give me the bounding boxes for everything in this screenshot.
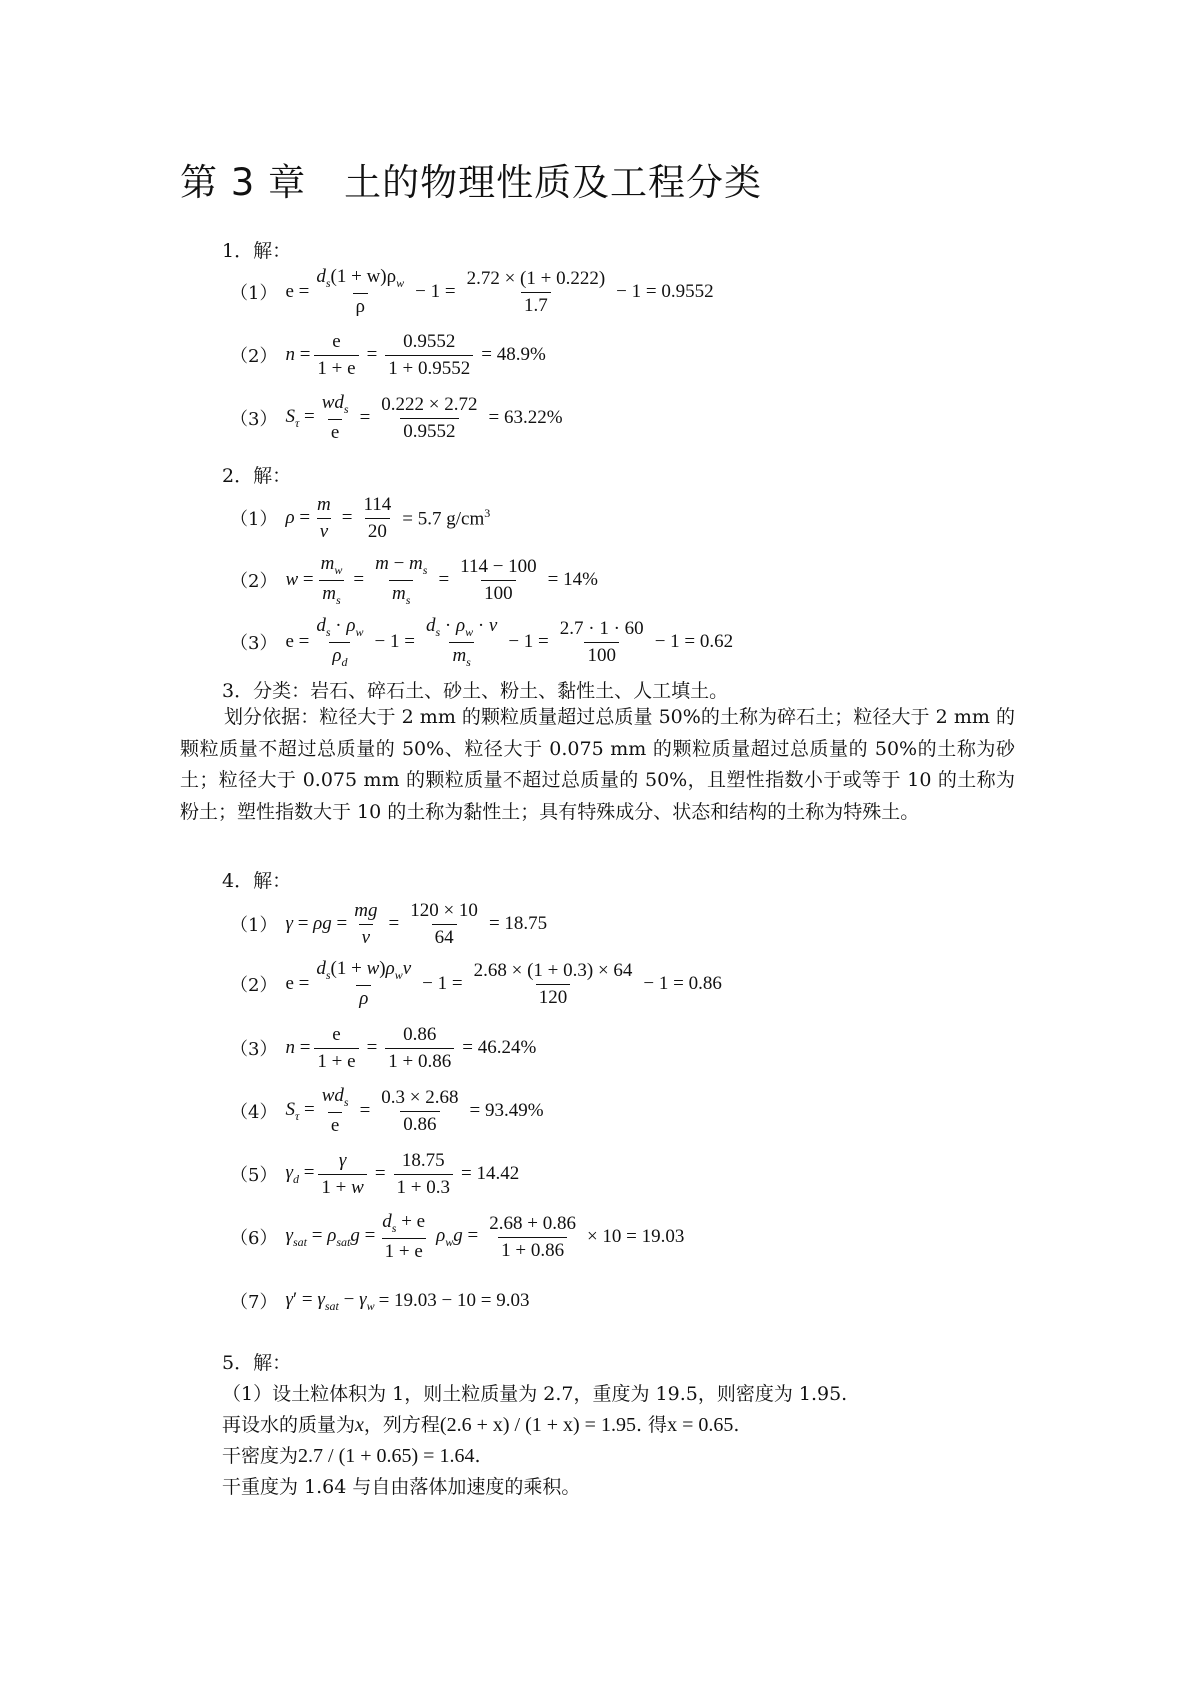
- equation-4-2: （2） e = $\frac{d_s(1 + w)\rho_wv}{\rho}$ − 1 = $\frac{2.68 \times (1 + 0.3) \times 64}{120}$ − 1 = 0.86: [230, 958, 722, 1009]
- equation-4-6: （6） $\gamma_{sat} = \rho_{sat}g$ = $\frac{d_s + e}{1 + e}$ $\rho_wg$ = $\frac{2.68 + 0.86}{1 + 0.86}$ × 10 = 19.03: [230, 1211, 685, 1262]
- section-5-line-1: （1）设土粒体积为 1，则土粒质量为 2.7，重度为 19.5，则密度为 1.95.: [222, 1383, 848, 1405]
- equation-label: （2）: [230, 346, 278, 367]
- equation-4-7: （7） $\gamma' = \gamma_{sat} - \gamma_w$ = 19.03 − 10 = 9.03: [230, 1288, 530, 1313]
- equation-2-3: （3） e = $\frac{d_s \cdot \rho_w}{\rho_d}$ − 1 = $\frac{d_s \cdot \rho_w \cdot v}{m_s}$ − 1 = $\frac{2.7 \cdot 1 \cdot 60}{100}$ − 1 = 0.62: [230, 614, 734, 669]
- section-5-heading: 5．解：: [222, 1352, 292, 1374]
- section-2-heading: 2．解：: [222, 465, 292, 487]
- equation-2-2: （2） w = $\frac{m_w}{m_s}$ = $\frac{m - m_s}{m_s}$ = $\frac{114 - 100}{100}$ = 14%: [230, 552, 598, 607]
- equation-label: （3）: [230, 1039, 278, 1060]
- section-5-line-3: 干密度为2.7 / (1 + 0.65) = 1.64.: [222, 1445, 481, 1467]
- section-5-line-2: 再设水的质量为x，列方程(2.6 + x) / (1 + x) = 1.95. 得x = 0.65.: [222, 1414, 740, 1436]
- section-4-heading: 4．解：: [222, 870, 292, 892]
- equation-4-3: （3） n = $\frac{e}{1 + e}$ = $\frac{0.86}{1 + 0.86}$ = 46.24%: [230, 1023, 537, 1072]
- equation-label: （7）: [230, 1292, 278, 1313]
- equation-label: （1）: [230, 509, 278, 530]
- equation-4-5: （5） $\gamma_d$ = $\frac{\gamma}{1 + w}$ = $\frac{18.75}{1 + 0.3}$ = 14.42: [230, 1149, 520, 1198]
- equation-label: （6）: [230, 1228, 278, 1249]
- equation-label: （2）: [230, 975, 278, 996]
- equation-label: （3）: [230, 633, 278, 654]
- section-5-line-4: 干重度为 1.64 与自由落体加速度的乘积。: [222, 1476, 581, 1498]
- equation-label: （2）: [230, 571, 278, 592]
- classification-paragraph: 划分依据：粒径大于 2 mm 的颗粒质量超过总质量 50%的土称为碎石土；粒径大于 2 mm 的颗粒质量不超过总质量的 50%、粒径大于 0.075 mm 的颗粒质量超过总质量的 50%的土称为砂土；粒径大于 0.075 mm 的颗粒质量不超过总质量的 50%，且塑性指数小于或等于 10 的土称为粉土；塑性指数大于 10 的土称为黏性土；具有特殊成分、状态和结构的土称为特殊土。: [180, 706, 1015, 823]
- equation-label: （3）: [230, 409, 278, 430]
- equation-label: （1）: [230, 915, 278, 936]
- equation-4-1: （1） γ = ρg = $\frac{mg}{v}$ = $\frac{120 \times 10}{64}$ = 18.75: [230, 899, 548, 948]
- section-1-heading: 1．解：: [222, 240, 292, 262]
- section-3-heading: 3．分类：岩石、碎石土、砂土、粉土、黏性土、人工填土。: [222, 680, 729, 702]
- equation-label: （4）: [230, 1102, 278, 1123]
- equation-2-1: （1） ρ = $\frac{m}{v}$ = $\frac{114}{20}$ = 5.7 $g/cm^3$: [230, 493, 491, 542]
- equation-4-4: （4） $S_\tau$ = $\frac{wd_s}{e}$ = $\frac{0.3 \times 2.68}{0.86}$ = 93.49%: [230, 1085, 544, 1136]
- equation-1-1: （1） e = $\frac{d_s(1 + w)\rho_w}{\rho}$ − 1 = $\frac{2.72 \times (1 + 0.222)}{1.7}$ − 1 = 0.9552: [230, 266, 714, 317]
- equation-label: （5）: [230, 1165, 278, 1186]
- equation-1-3: （3） $S_\tau$ = $\frac{wd_s}{e}$ = $\frac{0.222 \times 2.72}{0.9552}$ = 63.22%: [230, 392, 563, 443]
- equation-1-2: （2） n = $\frac{e}{1 + e}$ = $\frac{0.9552}{1 + 0.9552}$ = 48.9%: [230, 330, 546, 379]
- chapter-title: 第 3 章 土的物理性质及工程分类: [180, 161, 763, 204]
- equation-label: （1）: [230, 283, 278, 304]
